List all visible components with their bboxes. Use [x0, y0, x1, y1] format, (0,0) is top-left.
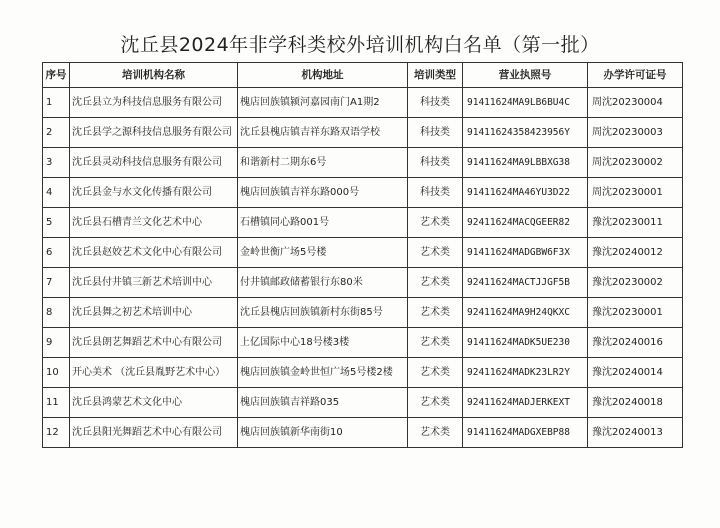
- training-type: 艺术类: [408, 298, 463, 328]
- header-seq: 序号: [43, 63, 70, 88]
- institution-address: 石槽镇同心路001号: [238, 208, 408, 238]
- table-row: [43, 418, 683, 448]
- training-type: 艺术类: [408, 418, 463, 448]
- institution-address: 上亿国际中心18号楼3楼: [238, 328, 408, 358]
- school-permit-number: 豫沈20230011: [588, 208, 683, 238]
- table-row: [43, 388, 683, 418]
- business-license-number: 91411624MA46YU3D22: [463, 178, 588, 208]
- whitelist-table: [42, 62, 683, 448]
- header-license: 营业执照号: [463, 63, 588, 88]
- header-permit: 办学许可证号: [588, 63, 683, 88]
- training-type: 艺术类: [408, 388, 463, 418]
- table-row: [43, 268, 683, 298]
- business-license-number: 92411624MADJERKEXT: [463, 388, 588, 418]
- school-permit-number: 周沈20230003: [588, 118, 683, 148]
- institution-name: 沈丘县鸿蒙艺术文化中心: [70, 388, 238, 418]
- row-seq: 11: [43, 388, 70, 418]
- school-permit-number: 豫沈20240013: [588, 418, 683, 448]
- row-seq: 5: [43, 208, 70, 238]
- institution-address: 槐店回族镇吉祥东路000号: [238, 178, 408, 208]
- business-license-number: 91411624MA9LB6BU4C: [463, 88, 588, 118]
- institution-name: 沈丘县付井镇三新艺术培训中心: [70, 268, 238, 298]
- business-license-number: 92411624MA9H24QKXC: [463, 298, 588, 328]
- institution-address: 槐店回族镇颍河嘉园南门A1期2: [238, 88, 408, 118]
- school-permit-number: 豫沈20240014: [588, 358, 683, 388]
- institution-name: 沈丘县朗艺舞蹈艺术中心有限公司: [70, 328, 238, 358]
- training-type: 艺术类: [408, 328, 463, 358]
- school-permit-number: 周沈20230001: [588, 178, 683, 208]
- table-row: [43, 298, 683, 328]
- header-type: 培训类型: [408, 63, 463, 88]
- institution-name: 沈丘县学之源科技信息服务有限公司: [70, 118, 238, 148]
- table-row: [43, 118, 683, 148]
- business-license-number: 91411624MA9LBBXG38: [463, 148, 588, 178]
- table-row: [43, 148, 683, 178]
- institution-address: 槐店回族镇吉祥路035: [238, 388, 408, 418]
- school-permit-number: 周沈20230004: [588, 88, 683, 118]
- row-seq: 3: [43, 148, 70, 178]
- training-type: 科技类: [408, 148, 463, 178]
- institution-name: 沈丘县赵姣艺术文化中心有限公司: [70, 238, 238, 268]
- row-seq: 10: [43, 358, 70, 388]
- header-name: 培训机构名称: [70, 63, 238, 88]
- institution-name: 沈丘县立为科技信息服务有限公司: [70, 88, 238, 118]
- business-license-number: 92411624MADK23LR2Y: [463, 358, 588, 388]
- business-license-number: 92411624MACQGEER82: [463, 208, 588, 238]
- training-type: 科技类: [408, 178, 463, 208]
- institution-address: 沈丘县槐店回族镇新村东街85号: [238, 298, 408, 328]
- table-row: [43, 208, 683, 238]
- training-type: 艺术类: [408, 358, 463, 388]
- row-seq: 4: [43, 178, 70, 208]
- institution-name: 沈丘县金与水文化传播有限公司: [70, 178, 238, 208]
- school-permit-number: 豫沈20240018: [588, 388, 683, 418]
- row-seq: 9: [43, 328, 70, 358]
- training-type: 科技类: [408, 88, 463, 118]
- institution-name: 沈丘县舞之初艺术培训中心: [70, 298, 238, 328]
- institution-address: 和谐新村二期东6号: [238, 148, 408, 178]
- school-permit-number: 豫沈20230002: [588, 268, 683, 298]
- document-title: 沈丘县2024年非学科类校外培训机构白名单（第一批）: [120, 34, 600, 56]
- row-seq: 12: [43, 418, 70, 448]
- row-seq: 6: [43, 238, 70, 268]
- table-header-row: [43, 63, 683, 88]
- institution-address: 槐店回族镇新华南街10: [238, 418, 408, 448]
- institution-name: 沈丘县石槽青兰文化艺术中心: [70, 208, 238, 238]
- school-permit-number: 豫沈20230001: [588, 298, 683, 328]
- row-seq: 2: [43, 118, 70, 148]
- table-row: [43, 178, 683, 208]
- institution-address: 付井镇邮政储蓄银行东80米: [238, 268, 408, 298]
- institution-name: 开心美术 （沈丘县胤野艺术中心）: [70, 358, 238, 388]
- business-license-number: 91411624MADGBW6F3X: [463, 238, 588, 268]
- business-license-number: 91411624MADK5UE230: [463, 328, 588, 358]
- school-permit-number: 周沈20230002: [588, 148, 683, 178]
- business-license-number: 92411624MACTJJGF5B: [463, 268, 588, 298]
- header-address: 机构地址: [238, 63, 408, 88]
- institution-address: 沈丘县槐店镇吉祥东路双语学校: [238, 118, 408, 148]
- table-row: [43, 358, 683, 388]
- institution-address: 槐店回族镇金岭世恒广场5号楼2楼: [238, 358, 408, 388]
- row-seq: 1: [43, 88, 70, 118]
- business-license-number: 91411624358423956Y: [463, 118, 588, 148]
- institution-name: 沈丘县灵动科技信息服务有限公司: [70, 148, 238, 178]
- row-seq: 7: [43, 268, 70, 298]
- institution-name: 沈丘县阳光舞蹈艺术中心有限公司: [70, 418, 238, 448]
- school-permit-number: 豫沈20240016: [588, 328, 683, 358]
- training-type: 艺术类: [408, 208, 463, 238]
- business-license-number: 91411624MADGXEBP88: [463, 418, 588, 448]
- table-row: [43, 238, 683, 268]
- training-type: 艺术类: [408, 238, 463, 268]
- row-seq: 8: [43, 298, 70, 328]
- table-row: [43, 328, 683, 358]
- training-type: 艺术类: [408, 268, 463, 298]
- table-row: [43, 88, 683, 118]
- institution-address: 金岭世衡广场5号楼: [238, 238, 408, 268]
- school-permit-number: 豫沈20240012: [588, 238, 683, 268]
- training-type: 科技类: [408, 118, 463, 148]
